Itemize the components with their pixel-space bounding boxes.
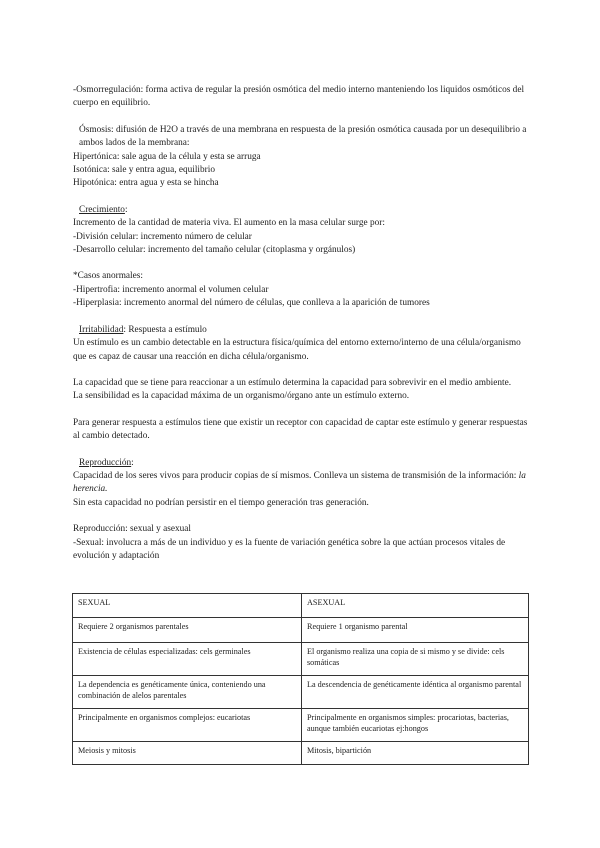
table-cell: Mitosis, bipartición bbox=[302, 742, 529, 765]
reproduccion-p1 bbox=[73, 470, 528, 497]
osmosis-isotonica: Isotónica: sale y entra agua, equilibrio bbox=[73, 165, 215, 176]
table-header-row bbox=[73, 594, 529, 618]
table-cell: Principalmente en organismos simples: procariotas, bacterias, aunque también eucariotas ej:hongos bbox=[302, 709, 529, 742]
comparison-table bbox=[72, 593, 529, 765]
osmosis-hipotonica: Hipotónica: entra agua y esta se hincha bbox=[73, 178, 219, 189]
casos-hiperplasia: -Hiperplasia: incremento anormal del número de células, que conlleva a la aparición de tumores bbox=[73, 298, 430, 309]
table-row bbox=[73, 643, 529, 676]
crecimiento-heading bbox=[73, 204, 528, 217]
table-row bbox=[73, 709, 529, 742]
table-cell: Existencia de células especializadas: cels germinales bbox=[73, 643, 302, 676]
reproduccion-sexual: -Sexual: involucra a más de un individuo y es la fuente de variación genética sobre la que actúan procesos vitales de evolución y adaptación bbox=[73, 537, 506, 561]
table-row bbox=[73, 676, 529, 709]
casos-anormales-title: *Casos anormales: bbox=[73, 271, 143, 282]
table-cell: Principalmente en organismos complejos: eucariotas bbox=[73, 709, 302, 742]
irritabilidad-p2: La capacidad que se tiene para reaccionar a un estímulo determina la capacidad para sobrevivir en el medio ambiente. bbox=[73, 377, 512, 388]
irritabilidad-heading bbox=[73, 324, 528, 337]
osmorregulacion-paragraph: -Osmorregulación: forma activa de regular la presión osmótica del medio interno manteniendo los liquidos osmóticos del cuerpo en equilibrio. bbox=[73, 85, 525, 109]
reproduccion-heading-text: Reproducción bbox=[79, 457, 132, 468]
irritabilidad-heading-text: Irritabilidad bbox=[79, 324, 124, 335]
irritabilidad-p4: Para generar respuesta a estímulos tiene que existir un receptor con capacidad de captar este estímulo y generar respuestas al cambio detectado. bbox=[73, 417, 528, 442]
table-cell: El organismo realiza una copia de si mismo y se divide: cels somáticas bbox=[302, 643, 529, 676]
reproduccion-p2: Sin esta capacidad no podrían persistir en el tiempo generación tras generación. bbox=[73, 497, 369, 508]
reproduccion-heading-colon: : bbox=[131, 457, 134, 468]
crecimiento-heading-text: Crecimiento bbox=[79, 204, 125, 215]
table-cell: Meiosis y mitosis bbox=[73, 742, 302, 765]
osmosis-intro: Ósmosis: difusión de H2O a través de una membrana en respuesta de la presión osmótica causada por un desequilibrio a ambos lados de la membrana: bbox=[79, 124, 527, 149]
reproduccion-p1-text: Capacidad de los seres vivos para producir copias de sí mismos. Conlleva un sistema de transmisión de la información: bbox=[73, 470, 519, 481]
table-header-sexual: SEXUAL bbox=[73, 594, 302, 618]
crecimiento-intro: Incremento de la cantidad de materia viva. El aumento en la masa celular surge por: bbox=[73, 218, 385, 229]
table-cell: La dependencia es genéticamente única, conteniendo una combinación de alelos parentales bbox=[73, 676, 302, 709]
table-cell: Requiere 2 organismos parentales bbox=[73, 618, 302, 643]
reproduccion-tipos: Reproducción: sexual y asexual bbox=[73, 524, 191, 535]
irritabilidad-p1: Un estímulo es un cambio detectable en la estructura física/química del entorno externo/interno de una célula/organismo que es capaz de causar una reacción en dicha célula/organismo. bbox=[73, 338, 521, 362]
reproduccion-heading bbox=[73, 457, 528, 470]
table-header-asexual: ASEXUAL bbox=[302, 594, 529, 618]
crecimiento-heading-colon: : bbox=[124, 204, 128, 215]
table-row bbox=[73, 618, 529, 643]
irritabilidad-heading-rest: : Respuesta a estímulo bbox=[123, 324, 207, 335]
casos-hipertrofia: -Hipertrofia: incremento anormal el volumen celular bbox=[73, 284, 269, 295]
document-body bbox=[73, 84, 528, 563]
osmosis-hipertonica: Hipertónica: sale agua de la célula y esta se arruga bbox=[73, 151, 261, 162]
reproduccion-p1-italic: la herencia. bbox=[73, 470, 526, 495]
table-cell: La descendencia de genéticamente idéntica al organismo parental bbox=[302, 676, 529, 709]
table-cell: Requiere 1 organismo parental bbox=[302, 618, 529, 643]
crecimiento-division: -División celular: incremento número de celular bbox=[73, 231, 252, 242]
table-row bbox=[73, 742, 529, 765]
crecimiento-desarrollo: -Desarrollo celular: incremento del tamaño celular (citoplasma y orgánulos) bbox=[73, 245, 356, 256]
irritabilidad-p3: La sensibilidad es la capacidad máxima de un organismo/órgano ante un estímulo externo. bbox=[73, 391, 410, 402]
